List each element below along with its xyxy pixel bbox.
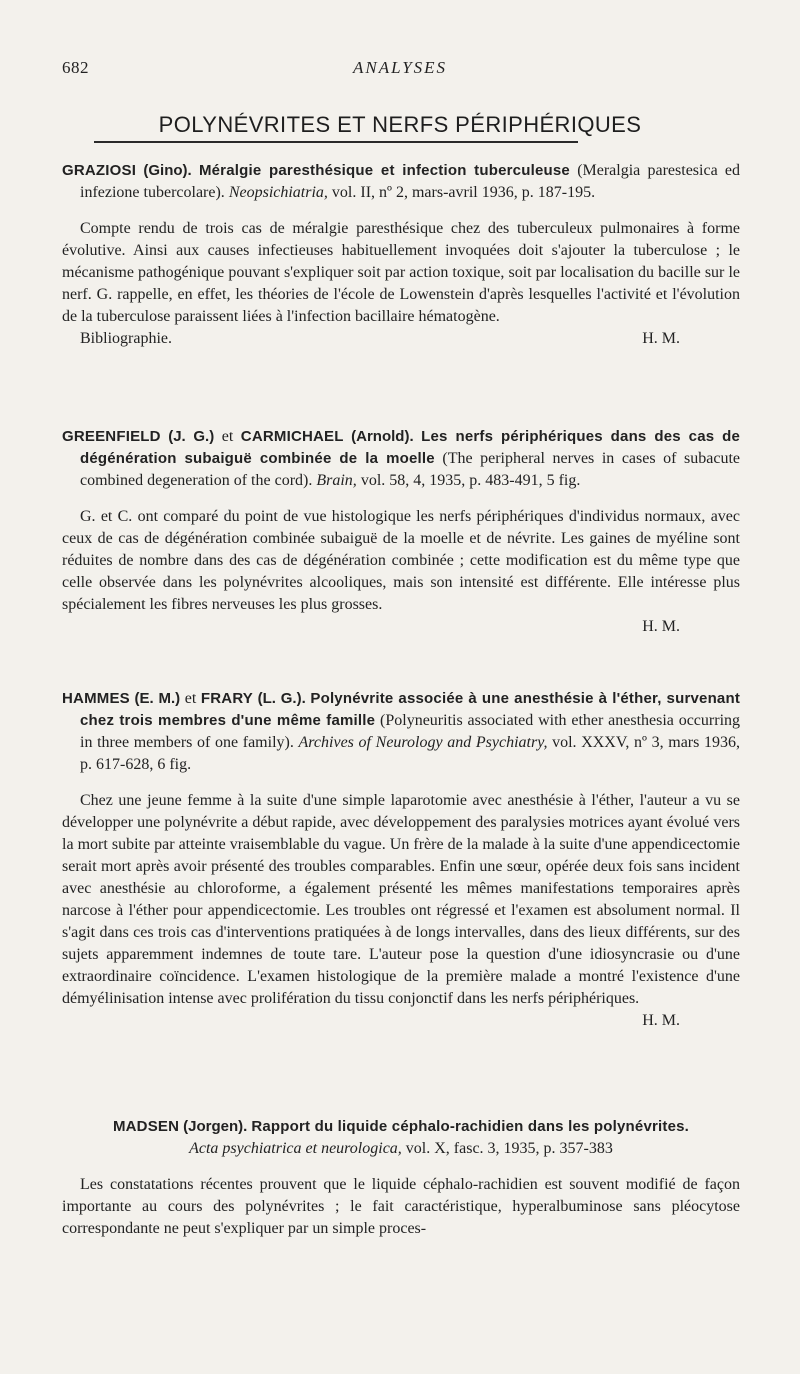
- running-title: ANALYSES: [352, 58, 448, 77]
- journal-name: Brain,: [316, 472, 357, 489]
- signoff-row: [62, 616, 740, 638]
- signoff-row: [62, 1010, 740, 1032]
- review-entry-graziosi: [62, 160, 740, 350]
- running-header: [62, 58, 738, 82]
- author-firstname: (Jorgen).: [183, 1118, 248, 1135]
- journal-name: Neopsichiatria,: [228, 184, 328, 201]
- journal-name: Acta psychiatrica et neurologica,: [189, 1140, 402, 1157]
- article-title: Les nerfs périphériques dans des cas de dégénération subaiguë combinée de la moelle: [80, 428, 741, 467]
- author2-firstname: (Arnold).: [351, 428, 414, 445]
- reviewer-initials: H. M.: [642, 1012, 680, 1029]
- journal-name: Archives of Neurology and Psychiatry,: [298, 734, 548, 751]
- author2-name: CARMICHAEL: [240, 428, 344, 445]
- author-connector: et: [221, 428, 234, 445]
- page-number: 682: [62, 58, 89, 77]
- citation: vol. X, fasc. 3, 1935, p. 357-383: [405, 1140, 613, 1157]
- author2-name: FRARY: [200, 690, 254, 707]
- abstract: G. et C. ont comparé du point de vue histologique les nerfs périphériques d'individus normaux, avec ceux de cas de dégénération combinée subaiguë de la moelle et de névrite. Les gaines de myéline sont réduites de nombre dans des cas de dégénération combinée ; cette modification est du même type que celle observée dans les polynévrites alcooliques, mais son intensité est différente. Elle intéresse plus spécialement les fibres nerveuses les plus grosses.: [62, 508, 740, 613]
- citation: vol. 58, 4, 1935, p. 483-491, 5 fig.: [360, 472, 581, 489]
- original-title: (Meralgia parestesica ed infezione tubercolare).: [80, 162, 741, 201]
- journal-line: [62, 1138, 740, 1160]
- author-firstname: (E. M.): [134, 690, 181, 707]
- section-title-rule: [94, 141, 578, 143]
- review-entry-greenfield: [62, 426, 740, 638]
- signoff-row: [62, 328, 740, 350]
- author-firstname: (Gino).: [143, 162, 192, 179]
- author2-firstname: (L. G.).: [257, 690, 306, 707]
- author-name: HAMMES: [62, 690, 130, 707]
- review-entry-madsen: [62, 1116, 740, 1240]
- author-name: GREENFIELD: [62, 428, 161, 445]
- review-entry-hammes: [62, 688, 740, 1032]
- reference: [62, 160, 740, 204]
- author-name: MADSEN: [112, 1118, 180, 1135]
- reference: [62, 688, 740, 776]
- article-title: Méralgie paresthésique et infection tuberculeuse: [198, 162, 570, 179]
- original-title: (The peripheral nerves in cases of subacute combined degeneration of the cord).: [80, 450, 741, 489]
- reviewer-initials: H. M.: [642, 618, 680, 635]
- abstract: Compte rendu de trois cas de méralgie paresthésique chez des tuberculeux pulmonaires à forme évolutive. Ainsi aux causes infectieuses habituellement invoquées doit s'ajouter la tuberculose ; le mécanisme pathogénique pouvant s'expliquer soit par action toxique, soit par localisation du bacille sur le nerf. G. rappelle, en effet, les théories de l'école de Lowenstein d'après lesquelles l'activité et l'évolution de la tuberculose paraissent liées à l'infection bacillaire hématogène.: [62, 220, 740, 325]
- reference: [62, 426, 740, 492]
- author-firstname: (J. G.): [168, 428, 215, 445]
- original-title: (Polyneuritis associated with ether anesthesia occurring in three members of one family).: [80, 712, 741, 751]
- article-title: Polynévrite associée à une anesthésie à l'éther, survenant chez trois membres d'une même famille: [80, 690, 741, 729]
- abstract: Chez une jeune femme à la suite d'une simple laparotomie avec anesthésie à l'éther, l'auteur a vu se développer une polynévrite a début rapide, avec développement des paralysies motrices ayant évolué vers la mort subite par atteinte vraisemblable du vague. Un frère de la malade à la suite d'une appendicectomie serait mort après avoir présenté des troubles comparables. Enfin une sœur, opérée deux fois sans incident avec anesthésie au chloroforme, a également présenté les mêmes manifestations temporaires après narcose à l'éther pour appendicectomie. Les troubles ont régressé et l'examen est absolument normal. Il s'agit dans ces trois cas d'interventions pratiquées à de longs intervalles, dans des lieux différents, sur des sujets apparemment indemnes de toute tare. L'auteur pose la question d'une idiosyncrasie ou d'une extraordinaire coïncidence. L'examen histologique de la première malade a montré l'existence d'une démyélinisation intense avec prolifération du tissu conjonctif dans les nerfs périphériques.: [62, 792, 740, 1007]
- reference: [62, 1116, 740, 1160]
- bibliography-note: Bibliographie.: [80, 330, 172, 347]
- abstract: Les constatations récentes prouvent que le liquide céphalo-rachidien est souvent modifié de façon importante au cours des polynévrites ; le fait caractéristique, hyperalbuminose sans pléocytose correspondante ne peut s'expliquer par un simple proces-: [62, 1176, 740, 1237]
- reviewer-initials: H. M.: [642, 330, 680, 347]
- author-name: GRAZIOSI: [62, 162, 137, 179]
- citation: vol. II, nº 2, mars-avril 1936, p. 187-195.: [331, 184, 596, 201]
- citation: vol. XXXV, nº 3, mars 1936, p. 617-628, 6 fig.: [80, 734, 741, 773]
- author-connector: et: [184, 690, 197, 707]
- section-title: POLYNÉVRITES ET NERFS PÉRIPHÉRIQUES: [158, 112, 642, 137]
- article-title: Rapport du liquide céphalo-rachidien dans les polynévrites.: [251, 1118, 690, 1135]
